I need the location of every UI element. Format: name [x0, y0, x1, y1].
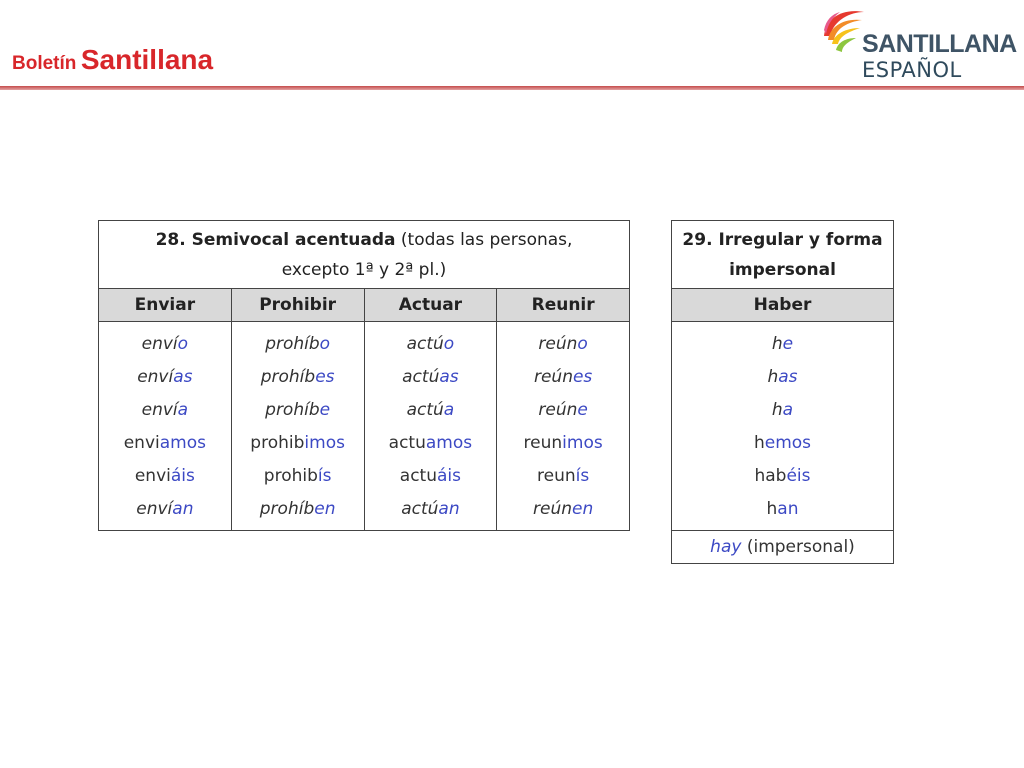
verb-form: [497, 460, 629, 493]
logo-name: SANTILLANA: [862, 30, 1017, 58]
verb-stem: enví: [141, 334, 178, 354]
verb-ending: e: [319, 400, 331, 420]
verb-form: [99, 427, 231, 460]
verb-form: [497, 427, 629, 460]
verb-form: [497, 361, 629, 394]
verb-form: [672, 427, 893, 460]
verb-column: [99, 322, 232, 531]
verb-stem: enví: [136, 499, 173, 519]
table-29-title-line2: impersonal: [729, 259, 836, 280]
table-29-title: [672, 221, 894, 289]
verb-ending: an: [438, 499, 460, 519]
verb-form: [365, 328, 497, 361]
verb-stem: h: [771, 400, 783, 420]
column-header: Enviar: [99, 289, 232, 322]
verb-stem: reún: [538, 334, 578, 354]
logo-subtitle: ESPAÑOL: [862, 58, 962, 82]
verb-form: [232, 427, 364, 460]
table-28-title: [99, 221, 630, 289]
verb-stem: h: [766, 499, 778, 519]
verb-ending: amos: [159, 433, 206, 453]
verb-ending: éis: [786, 466, 811, 486]
verb-column: [497, 322, 630, 531]
verb-form: [672, 493, 893, 526]
verb-stem: hab: [754, 466, 787, 486]
verb-ending: es: [572, 367, 593, 387]
verb-form: [232, 361, 364, 394]
verb-form: [365, 493, 497, 526]
table-28-title-bold: 28. Semivocal acentuada: [155, 229, 396, 250]
verb-ending: o: [443, 334, 455, 354]
verb-column: [231, 322, 364, 531]
verb-stem: enví: [141, 400, 178, 420]
verb-ending: o: [177, 334, 189, 354]
verb-form: [232, 493, 364, 526]
verb-ending: áis: [170, 466, 195, 486]
verb-stem: reún: [533, 499, 573, 519]
haber-forms: [672, 322, 894, 531]
verb-form: [497, 493, 629, 526]
verb-form: [672, 361, 893, 394]
column-header-haber: Haber: [672, 289, 894, 322]
verb-stem: prohib: [250, 433, 305, 453]
verb-ending: a: [443, 400, 455, 420]
verb-stem: actú: [401, 499, 439, 519]
verb-form: [497, 328, 629, 361]
verb-stem: actu: [388, 433, 426, 453]
verb-ending: a: [782, 400, 794, 420]
verb-column: [364, 322, 497, 531]
verb-form: [99, 361, 231, 394]
verb-ending: en: [572, 499, 594, 519]
table-semivocal: [98, 220, 630, 531]
verb-form: [99, 328, 231, 361]
verb-form: [99, 394, 231, 427]
table-irregular: [671, 220, 894, 564]
verb-stem: envi: [134, 466, 171, 486]
verb-ending: emos: [764, 433, 812, 453]
verb-stem: h: [753, 433, 765, 453]
verb-form: [365, 394, 497, 427]
verb-stem: prohib: [263, 466, 318, 486]
verb-form: [232, 394, 364, 427]
verb-form: [99, 460, 231, 493]
verb-ending: amos: [425, 433, 473, 453]
hay-impersonal: [672, 531, 894, 564]
verb-stem: actú: [406, 334, 444, 354]
verb-stem: actú: [402, 367, 440, 387]
column-header: Reunir: [497, 289, 630, 322]
verb-ending: o: [577, 334, 588, 354]
verb-stem: prohíb: [259, 499, 315, 519]
verb-stem: h: [767, 367, 779, 387]
verb-stem: actu: [399, 466, 437, 486]
verb-ending: an: [172, 499, 194, 519]
verb-stem: prohíb: [260, 367, 316, 387]
verb-form: [232, 460, 364, 493]
verb-ending: e: [577, 400, 588, 420]
verb-form: [672, 328, 893, 361]
verb-stem: prohíb: [265, 334, 320, 354]
verb-ending: as: [173, 367, 193, 387]
verb-ending: as: [778, 367, 798, 387]
verb-stem: prohíb: [265, 400, 320, 420]
verb-ending: an: [777, 499, 799, 519]
verb-stem: h: [771, 334, 783, 354]
verb-form: [497, 394, 629, 427]
verb-ending: e: [782, 334, 794, 354]
verb-stem: reun: [537, 466, 576, 486]
verb-stem: reun: [523, 433, 563, 453]
verb-stem: enví: [137, 367, 174, 387]
hay-word: hay: [710, 537, 742, 557]
page-title: [12, 44, 213, 76]
verb-ending: as: [439, 367, 459, 387]
verb-ending: ís: [575, 466, 590, 486]
table-28-title-line2: excepto 1ª y 2ª pl.): [281, 259, 447, 280]
verb-form: [365, 361, 497, 394]
verb-ending: imos: [304, 433, 345, 453]
verb-ending: es: [315, 367, 335, 387]
hay-note: (impersonal): [741, 537, 855, 557]
verb-stem: actú: [406, 400, 444, 420]
verb-ending: o: [319, 334, 331, 354]
verb-stem: reún: [533, 367, 573, 387]
table-29-title-line1: 29. Irregular y forma: [682, 229, 883, 250]
santillana-logo: [820, 6, 1020, 82]
header-divider: [0, 86, 1024, 90]
verb-form: [672, 394, 893, 427]
verb-form: [99, 493, 231, 526]
verb-form: [365, 427, 497, 460]
verb-form: [672, 460, 893, 493]
column-header: Actuar: [364, 289, 497, 322]
swoosh-icon: [820, 6, 868, 62]
verb-ending: imos: [562, 433, 603, 453]
column-header: Prohibir: [231, 289, 364, 322]
table-28-title-rest: (todas las personas,: [395, 229, 573, 250]
verb-stem: envi: [123, 433, 160, 453]
verb-ending: áis: [437, 466, 461, 486]
verb-ending: ís: [317, 466, 332, 486]
verb-form: [232, 328, 364, 361]
title-santillana: Santillana: [80, 44, 214, 75]
title-boletin: Boletín: [12, 53, 77, 74]
verb-ending: a: [177, 400, 189, 420]
verb-form: [365, 460, 497, 493]
verb-stem: reún: [538, 400, 578, 420]
verb-ending: en: [314, 499, 336, 519]
